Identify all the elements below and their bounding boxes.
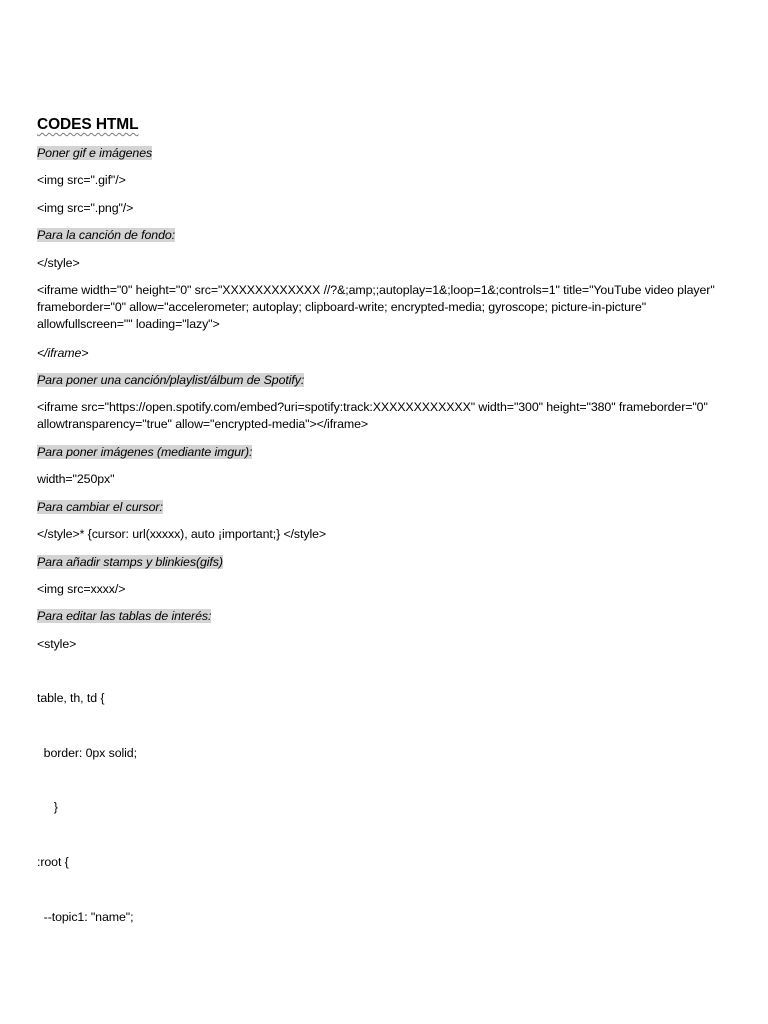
code-line: :root { xyxy=(37,855,69,869)
code-line: } xyxy=(37,800,58,814)
code-line: --topic1: "name"; xyxy=(37,910,134,924)
code-line: table, th, td { xyxy=(37,691,105,705)
heading-text: Para editar las tablas de interés: xyxy=(37,609,212,623)
heading-stamps-blinkies xyxy=(37,554,727,571)
heading-text: Para poner una canción/playlist/álbum de Spotify: xyxy=(37,373,305,387)
code-line: <img src=".png"/> xyxy=(37,201,134,215)
code-line: border: 0px solid; xyxy=(37,746,137,760)
code-line: </iframe> xyxy=(37,346,89,360)
code-line: </style> xyxy=(37,256,80,270)
document-title: CODES HTML xyxy=(37,116,139,133)
code-line-iframe-spotify: <iframe src="https://open.spotify.com/embed?uri=spotify:track:XXXXXXXXXXXX" width="300" height="380" frameborder="0" allowtransparency="true" allow="encrypted-media"></iframe> xyxy=(37,400,708,431)
heading-text: Para la canción de fondo: xyxy=(37,228,176,242)
heading-text: Para añadir stamps y blinkies(gifs) xyxy=(37,555,223,569)
heading-gif-images xyxy=(37,145,727,162)
heading-text: Para cambiar el cursor: xyxy=(37,500,163,514)
heading-imgur xyxy=(37,444,727,461)
code-line: </style>* {cursor: url(xxxxx), auto ¡important;} </style> xyxy=(37,527,327,541)
heading-tables xyxy=(37,608,727,625)
code-line: <style> xyxy=(37,637,77,651)
heading-text: Para poner imágenes (mediante imgur): xyxy=(37,445,253,459)
code-line-iframe-youtube: <iframe width="0" height="0" src="XXXXXXXXXXXX //?&;amp;;autoplay=1&;loop=1&;controls=1" title="YouTube video player" frameborder="0" allow="accelerometer; autoplay; clipboard-write; encrypted-media; gyroscope; picture-in-picture" allowfullscreen="" loading="lazy"> xyxy=(37,283,715,331)
code-line: width="250px" xyxy=(37,472,115,486)
heading-text: Poner gif e imágenes xyxy=(37,146,153,160)
heading-background-song xyxy=(37,227,727,244)
heading-cursor xyxy=(37,499,727,516)
code-line: <img src=xxxx/> xyxy=(37,582,126,596)
heading-spotify xyxy=(37,372,727,389)
code-line: <img src=".gif"/> xyxy=(37,173,126,187)
